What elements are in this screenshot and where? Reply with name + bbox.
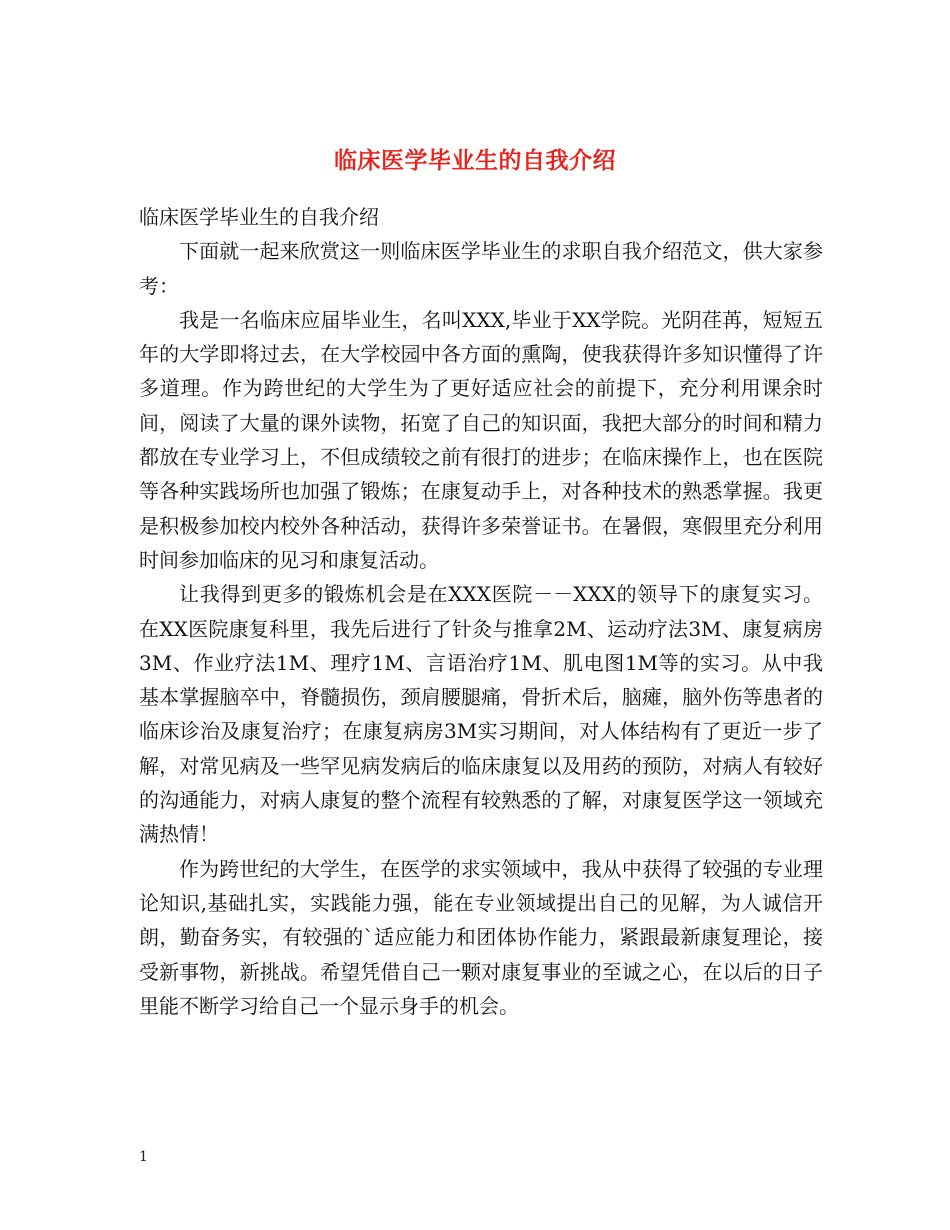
page-number: 1 bbox=[139, 1149, 148, 1165]
document-body bbox=[139, 200, 823, 1023]
paragraph-intro: 下面就一起来欣赏这一则临床医学毕业生的求职自我介绍范文，供大家参考： bbox=[139, 239, 823, 298]
paragraph-conclusion: 作为跨世纪的大学生，在医学的求实领域中，我从中获得了较强的专业理论知识,基础扎实，实践能力强，能在专业领域提出自己的见解，为人诚信开朗，勤奋务实，有较强的`适应能力和团体协作能力，紧跟最新康复理论，接受新事物，新挑战。希望凭借自己一颗对康复事业的至诚之心，在以后的日子里能不断学习给自己一个显示身手的机会。 bbox=[139, 856, 823, 1018]
paragraph-background: 我是一名临床应届毕业生，名叫XXX,毕业于XX学院。光阴荏苒，短短五年的大学即将过去，在大学校园中各方面的熏陶，使我获得许多知识懂得了许多道理。作为跨世纪的大学生为了更好适应社会的前提下，充分利用课余时间，阅读了大量的课外读物，拓宽了自己的知识面，我把大部分的时间和精力都放在专业学习上，不但成绩较之前有很打的进步；在临床操作上，也在医院等各种实践场所也加强了锻炼；在康复动手上，对各种技术的熟悉掌握。我更是积极参加校内校外各种活动，获得许多荣誉证书。在暑假，寒假里充分利用时间参加临床的见习和康复活动。 bbox=[139, 307, 823, 572]
document-title: 临床医学毕业生的自我介绍 bbox=[334, 147, 616, 175]
paragraph-internship: 让我得到更多的锻炼机会是在XXX医院－－XXX的领导下的康复实习。在XX医院康复科里，我先后进行了针灸与推拿2M、运动疗法3M、康复病房3M、作业疗法1M、理疗1M、言语治疗1M、肌电图1M等的实习。从中我基本掌握脑卒中，脊髓损伤，颈肩腰腿痛，骨折术后，脑瘫，脑外伤等患者的临床诊治及康复治疗；在康复病房3M实习期间，对人体结构有了更近一步了解，对常见病及一些罕见病发病后的临床康复以及用药的预防，对病人有较好的沟通能力，对病人康复的整个流程有较熟悉的了解，对康复医学这一领域充满热情！ bbox=[139, 582, 823, 847]
document-subtitle: 临床医学毕业生的自我介绍 bbox=[139, 205, 379, 229]
